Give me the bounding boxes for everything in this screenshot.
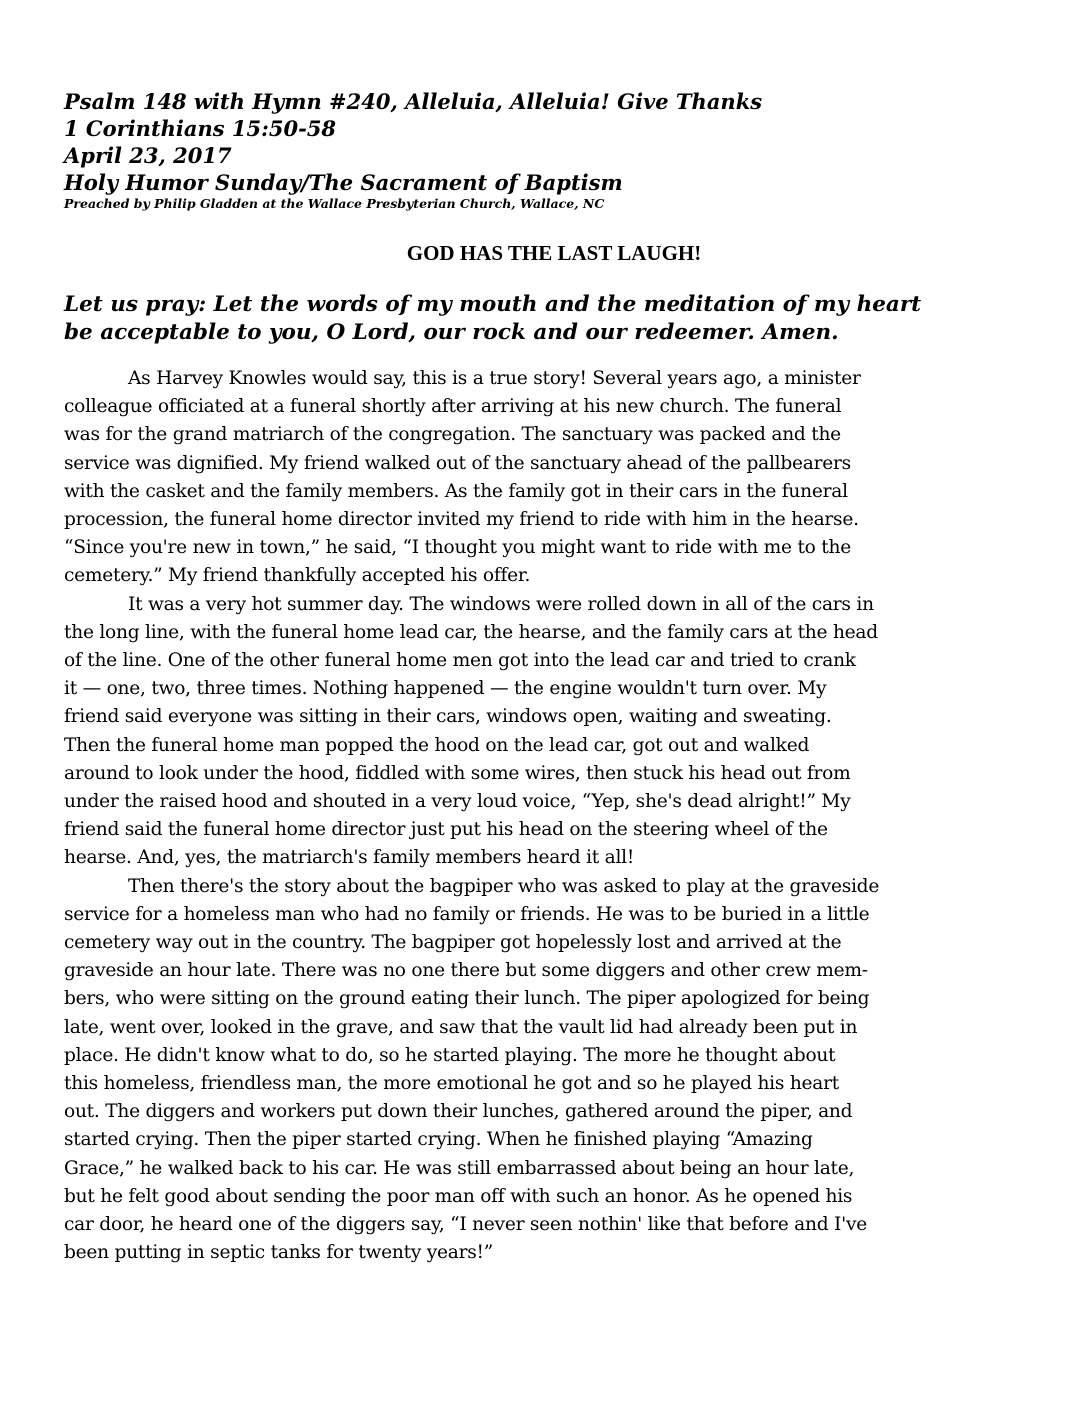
paragraph-line: graveside an hour late. There was no one there but some diggers and other crew mem-	[64, 960, 868, 982]
paragraph-line: of the line. One of the other funeral home men got into the lead car and tried to crank	[64, 650, 856, 672]
paragraph-line: service for a homeless man who had no family or friends. He was to be buried in a little	[64, 903, 870, 925]
paragraph-line: been putting in septic tanks for twenty years!”	[64, 1242, 494, 1264]
prayer-line: Let us pray: Let the words of my mouth and the meditation of my heart	[64, 292, 922, 317]
paragraph-line: was for the grand matriarch of the congregation. The sanctuary was packed and the	[64, 424, 841, 446]
paragraph-line: under the raised hood and shouted in a very loud voice, “Yep, she's dead alright!” My	[64, 791, 851, 813]
paragraph-line: Grace,” he walked back to his car. He was still embarrassed about being an hour late,	[64, 1157, 855, 1179]
paragraph-line: It was a very hot summer day. The windows were rolled down in all of the cars in	[128, 593, 874, 615]
preacher-credit: Preached by Philip Gladden at the Wallace Presbyterian Church, Wallace, NC	[64, 196, 605, 211]
paragraph-line: out. The diggers and workers put down their lunches, gathered around the piper, and	[64, 1101, 853, 1123]
paragraph-line: Then the funeral home man popped the hood on the lead car, got out and walked	[64, 734, 810, 756]
paragraph-line: around to look under the hood, fiddled with some wires, then stuck his head out from	[64, 762, 851, 784]
paragraph-line: but he felt good about sending the poor man off with such an honor. As he opened his	[64, 1185, 853, 1207]
scripture-reading-psalm: Psalm 148 with Hymn #240, Alleluia, Alleluia! Give Thanks	[64, 89, 763, 114]
paragraph-line: friend said the funeral home director just put his head on the steering wheel of the	[64, 819, 828, 841]
sermon-date: April 23, 2017	[64, 143, 232, 168]
occasion: Holy Humor Sunday/The Sacrament of Baptism	[64, 170, 623, 195]
paragraph-line: friend said everyone was sitting in their cars, windows open, waiting and sweating.	[64, 706, 832, 728]
paragraph	[64, 365, 1024, 591]
paragraph-line: hearse. And, yes, the matriarch's family members heard it all!	[64, 847, 635, 869]
sermon-body	[64, 365, 1024, 1268]
paragraph-line: it — one, two, three times. Nothing happened — the engine wouldn't turn over. My	[64, 678, 827, 700]
paragraph-line: place. He didn't know what to do, so he started playing. The more he thought about	[64, 1044, 836, 1066]
prayer-line: be acceptable to you, O Lord, our rock and our redeemer. Amen.	[64, 320, 839, 345]
paragraph-line: cemetery.” My friend thankfully accepted his offer.	[64, 565, 531, 587]
scripture-reading-corinthians: 1 Corinthians 15:50-58	[64, 116, 337, 141]
paragraph-line: with the casket and the family members. As the family got in their cars in the funeral	[64, 480, 848, 502]
paragraph-line: this homeless, friendless man, the more emotional he got and so he played his heart	[64, 1073, 839, 1095]
paragraph-line: service was dignified. My friend walked out of the sanctuary ahead of the pallbearers	[64, 452, 851, 474]
paragraph-line: cemetery way out in the country. The bagpiper got hopelessly lost and arrived at the	[64, 932, 842, 954]
paragraph-line: late, went over, looked in the grave, and saw that the vault lid had already been put in	[64, 1016, 858, 1038]
paragraph-line: the long line, with the funeral home lead car, the hearse, and the family cars at the head	[64, 621, 878, 643]
paragraph	[64, 591, 1024, 873]
sermon-page	[64, 88, 1024, 1268]
paragraph-line: colleague officiated at a funeral shortly after arriving at his new church. The funeral	[64, 396, 842, 418]
paragraph	[64, 873, 1024, 1268]
opening-prayer	[64, 291, 1024, 347]
paragraph-line: bers, who were sitting on the ground eating their lunch. The piper apologized for being	[64, 988, 870, 1010]
paragraph-line: procession, the funeral home director invited my friend to ride with him in the hearse.	[64, 509, 859, 531]
sermon-title: GOD HAS THE LAST LAUGH!	[406, 241, 702, 265]
sermon-header	[64, 88, 1024, 212]
paragraph-line: started crying. Then the piper started crying. When he finished playing “Amazing	[64, 1129, 813, 1151]
paragraph-line: “Since you're new in town,” he said, “I thought you might want to ride with me to the	[64, 537, 851, 559]
paragraph-line: Then there's the story about the bagpiper who was asked to play at the graveside	[128, 875, 880, 897]
paragraph-line: As Harvey Knowles would say, this is a true story! Several years ago, a minister	[128, 368, 861, 389]
paragraph-line: car door, he heard one of the diggers say, “I never seen nothin' like that before and I've	[64, 1214, 867, 1236]
